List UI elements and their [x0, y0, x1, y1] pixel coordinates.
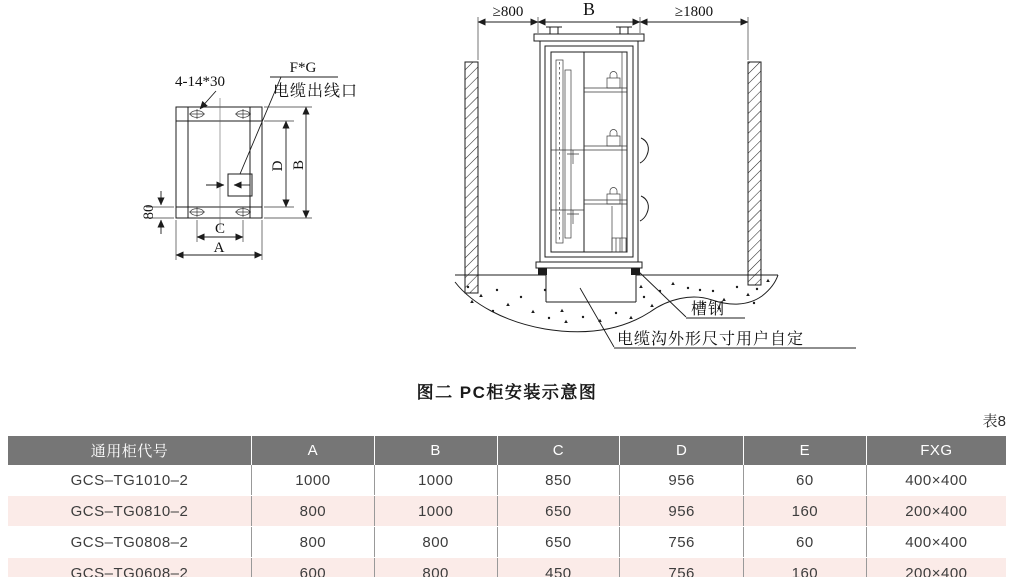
dim-c-label: C	[214, 221, 226, 237]
plan-dimensions	[146, 77, 338, 260]
cabinet-front	[534, 27, 648, 275]
channel-steel-left	[538, 268, 547, 275]
column-header: A	[252, 436, 375, 465]
figure-caption: 图二 PC柜安装示意图	[416, 383, 598, 402]
table-header-row	[8, 436, 1006, 465]
dim-a-label: A	[213, 240, 225, 256]
wall-right	[748, 62, 761, 285]
wall-left	[465, 62, 478, 293]
table-cell: 60	[744, 465, 867, 496]
table-row	[8, 527, 1006, 558]
column-header: D	[620, 436, 744, 465]
channel-steel-label: 槽钢	[691, 301, 726, 318]
cabinet-width-label: B	[582, 0, 596, 19]
table-row	[8, 465, 1006, 496]
table-cell: GCS–TG0810–2	[8, 496, 252, 527]
dim-80-label: 80	[141, 204, 157, 220]
table-cell: 200×400	[866, 558, 1006, 577]
table-cell: 650	[497, 496, 620, 527]
table-cell: 756	[620, 527, 744, 558]
door-handle	[640, 138, 648, 163]
trench-note-label: 电缆沟外形尺寸用户自定	[617, 331, 805, 348]
cable-outlet-label: 电缆出线口	[273, 83, 359, 100]
table-cell: 800	[374, 558, 497, 577]
table-cell: 1000	[252, 465, 375, 496]
column-header: E	[744, 436, 867, 465]
table-cell: 400×400	[866, 465, 1006, 496]
table-cell: 956	[620, 496, 744, 527]
table-cell: 800	[252, 496, 375, 527]
plan-view-diagram	[141, 60, 358, 260]
column-header: 通用柜代号	[8, 436, 252, 465]
table-cell: GCS–TG0808–2	[8, 527, 252, 558]
table-cell: 800	[374, 527, 497, 558]
installation-diagram	[455, 0, 856, 348]
table-row	[8, 558, 1006, 577]
bolt-hole-label: 4-14*30	[175, 74, 225, 90]
table-cell: GCS–TG0608–2	[8, 558, 252, 577]
foundation	[455, 275, 778, 332]
column-header: FXG	[866, 436, 1006, 465]
cabinet-base-plan	[176, 98, 262, 230]
table-cell: 450	[497, 558, 620, 577]
table-cell: 160	[744, 496, 867, 527]
table-cell: 1000	[374, 465, 497, 496]
table-cell: 400×400	[866, 527, 1006, 558]
table-cell: GCS–TG1010–2	[8, 465, 252, 496]
door-handle	[640, 196, 648, 221]
install-dimensions	[478, 17, 748, 60]
table-cell: 850	[497, 465, 620, 496]
table-cell: 200×400	[866, 496, 1006, 527]
table-row	[8, 496, 1006, 527]
table-cell: 650	[497, 527, 620, 558]
dim-d-label: D	[270, 160, 286, 172]
table-cell: 1000	[374, 496, 497, 527]
table-cell: 756	[620, 558, 744, 577]
cable-outlet-opening	[206, 174, 252, 196]
outlet-size-label: F*G	[289, 60, 317, 76]
table-cell: 600	[252, 558, 375, 577]
left-clearance-label: ≥800	[492, 4, 524, 20]
table-cell: 800	[252, 527, 375, 558]
column-header: C	[497, 436, 620, 465]
lock-icon	[607, 72, 620, 205]
table-cell: 956	[620, 465, 744, 496]
dim-b-label: B	[291, 159, 307, 171]
cable-trench	[546, 275, 636, 302]
spec-table	[8, 436, 1006, 577]
table-number-tag: 表8	[982, 413, 1006, 430]
table-cell: 60	[744, 527, 867, 558]
table-cell: 160	[744, 558, 867, 577]
column-header: B	[374, 436, 497, 465]
right-clearance-label: ≥1800	[674, 4, 714, 20]
